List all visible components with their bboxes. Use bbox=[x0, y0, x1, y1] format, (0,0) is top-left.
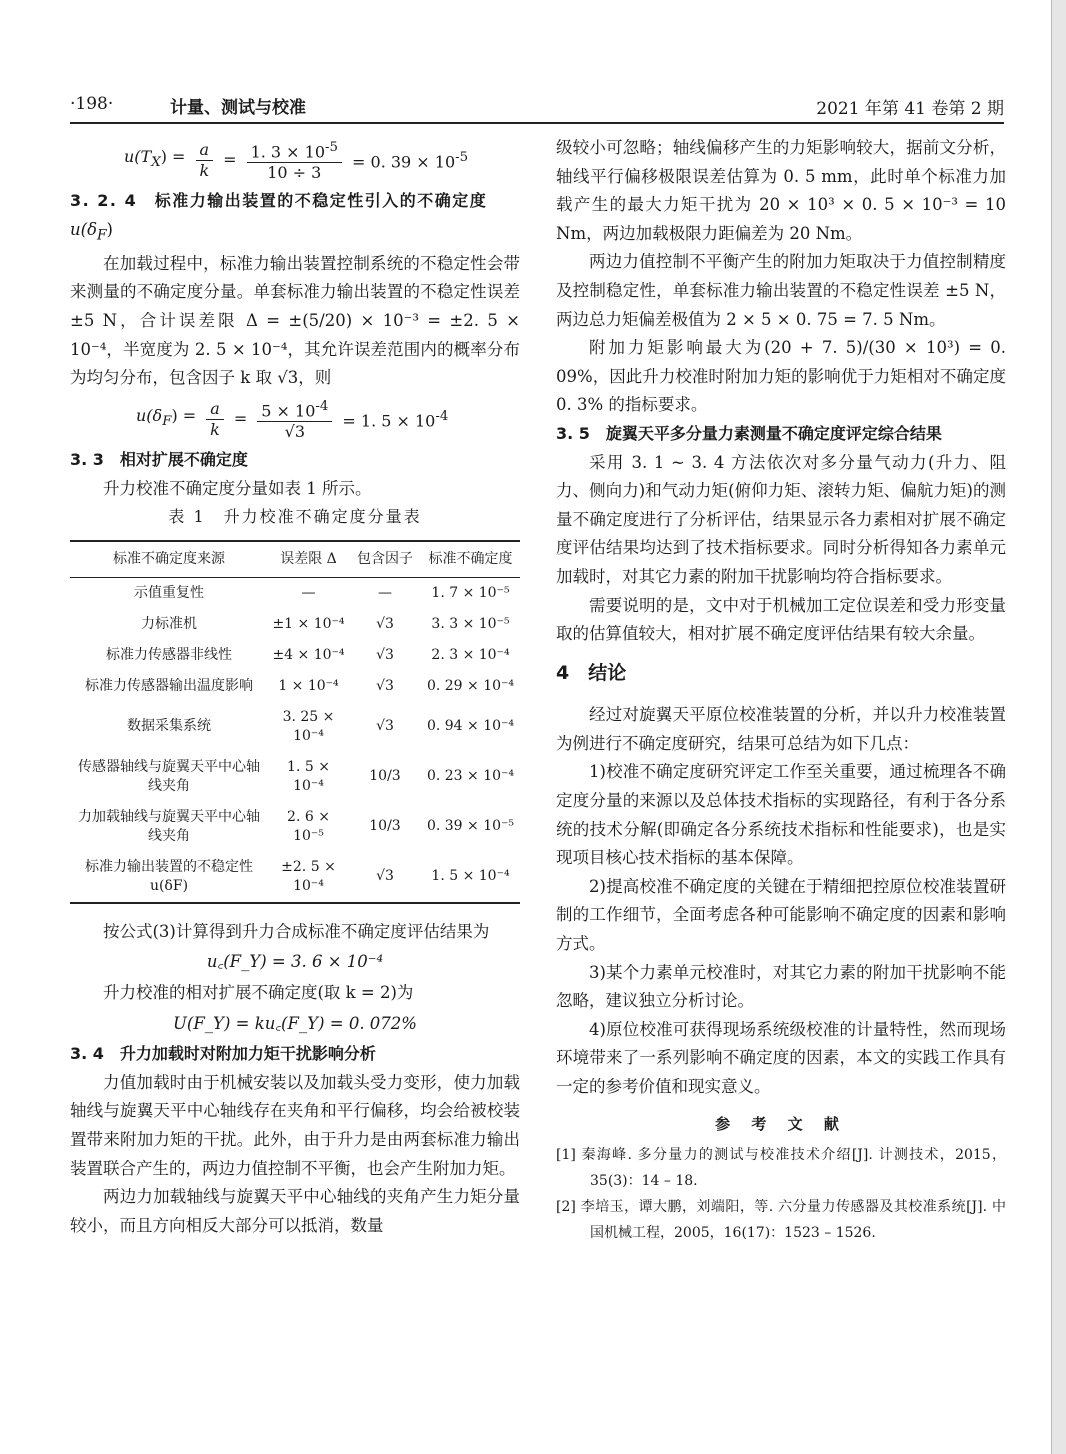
table-cell: √3 bbox=[349, 852, 421, 903]
equation-U: U(F_Y) = ku꜀(F_Y) = 0. 072% bbox=[173, 1013, 417, 1033]
table-header: 标准不确定度 bbox=[421, 541, 520, 578]
right-column bbox=[556, 134, 1006, 1246]
table-cell: 10/3 bbox=[369, 768, 401, 785]
section-3-4-title: 3. 4 升力加载时对附加力矩干扰影响分析 bbox=[70, 1044, 376, 1064]
table-cell: 3. 25 × 10⁻⁴ bbox=[282, 708, 335, 744]
section-3-5-title: 3. 5 旋翼天平多分量力素测量不确定度评定综合结果 bbox=[556, 423, 942, 443]
paragraph-table-intro: 升力校准不确定度分量如表 1 所示。 bbox=[103, 478, 372, 498]
table-header-row bbox=[70, 541, 520, 578]
reference-item: [2] 李培玉，谭大鹏，刘端阳，等. 六分量力传感器及其校准系统[J]. 中国机械工程，2005，16(17)：1523 – 1526. bbox=[556, 1199, 1006, 1242]
table-cell: — bbox=[378, 584, 392, 601]
paragraph-note: 需要说明的是，文中对于机械加工定位误差和受力形变量取的估算值较大，相对扩展不确定度评估结果有较大余量。 bbox=[556, 595, 1006, 644]
table-cell: 0. 23 × 10⁻⁴ bbox=[426, 768, 515, 785]
conclusion-item-2: 2)提高校准不确定度的关键在于精细把控原位校准装置研制的工作细节，全面考虑各种可能影响不确定度的因素和影响方式。 bbox=[556, 876, 1006, 954]
table-cell: ±4 × 10⁻⁴ bbox=[272, 646, 345, 663]
table-row bbox=[70, 671, 520, 702]
table-row bbox=[70, 577, 520, 609]
table-cell: 0. 39 × 10⁻⁵ bbox=[426, 818, 515, 835]
paragraph-offset-moment: 级较小可忽略；轴线偏移产生的力矩影响较大，据前文分析，轴线平行偏移极限误差估算为 0. 5 mm，此时单个标准力加载产生的最大力矩干扰为 20 × 10³ × 0. 5 × 10⁻³ = 10 Nm，两边加载极限力距偏差为 20 Nm。 bbox=[556, 138, 1006, 243]
table-row bbox=[70, 752, 520, 802]
equation-ut: $u(T_X)$ = $\frac{a}{k}$ = $\frac{1. 3 \times 10^{-5}}{10 \div 3}$ = 0. $39 \times 10^{-5}$ bbox=[124, 140, 469, 183]
table-cell: — bbox=[301, 584, 316, 601]
paragraph-expanded-uncertainty: 升力校准的相对扩展不确定度(取 k = 2)为 bbox=[103, 983, 414, 1003]
table-row bbox=[70, 640, 520, 671]
section-3-2-4-title-line2: $u(\delta_F)$ bbox=[70, 219, 113, 244]
table-header: 包含因子 bbox=[349, 541, 421, 578]
references-title: 参 考 文 献 bbox=[715, 1114, 847, 1133]
table-cell: 标准力传感器非线性 bbox=[106, 646, 232, 663]
table-cell: 0. 29 × 10⁻⁴ bbox=[426, 677, 515, 694]
table-cell: ±2. 5 × 10⁻⁴ bbox=[268, 852, 349, 903]
table-cell: √3 bbox=[376, 646, 394, 663]
table-header: 误差限 Δ bbox=[268, 541, 349, 578]
conclusion-item-3: 3)某个力素单元校准时，对其它力素的附加干扰影响不能忽略，建议独立分析讨论。 bbox=[556, 962, 1006, 1011]
table-cell: 力加载轴线与旋翼天平中心轴线夹角 bbox=[78, 808, 260, 844]
table-cell: ±1 × 10⁻⁴ bbox=[272, 615, 345, 632]
table-cell: 2. 6 × 10⁻⁵ bbox=[287, 808, 330, 844]
uncertainty-table bbox=[70, 540, 520, 904]
equation-udelta: $u(\delta_F)$ = $\frac{a}{k}$ = $\frac{5 \times 10^{-4}}{√3}$ = 1. $5 \times 10^{-4}$ bbox=[136, 398, 449, 442]
table-cell: 标准力输出装置的不稳定性 u(δF) bbox=[70, 852, 268, 903]
page-edge bbox=[1051, 0, 1066, 1454]
paragraph-conclusion-intro: 经过对旋翼天平原位校准装置的分析，并以升力校准装置为例进行不确定度研究，结果可总结为如下几点： bbox=[556, 705, 1006, 753]
table-cell: 1. 7 × 10⁻⁵ bbox=[431, 584, 510, 601]
table-cell: 标准力传感器输出温度影响 bbox=[85, 677, 253, 694]
table-cell: √3 bbox=[376, 718, 394, 735]
journal-name: 计量、测试与校准 bbox=[170, 98, 306, 118]
paragraph-combined-uncertainty: 按公式(3)计算得到升力合成标准不确定度评估结果为 bbox=[103, 921, 490, 941]
table-header: 标准不确定度来源 bbox=[70, 541, 268, 578]
paragraph-angle-moment: 两边力加载轴线与旋翼天平中心轴线的夹角产生力矩分量较小，而且方向相反大部分可以抵消，数量 bbox=[70, 1187, 520, 1235]
reference-item: [1] 秦海峰. 多分量力的测试与校准技术介绍[J]. 计测技术，2015，35(3)：14 – 18. bbox=[556, 1147, 1006, 1190]
conclusion-item-4: 4)原位校准可获得现场系统级校准的计量特性，然而现场环境带来了一系列影响不确定度的因素，本文的实践工作具有一定的参考价值和现实意义。 bbox=[556, 1019, 1006, 1096]
table-cell: 示值重复性 bbox=[134, 584, 204, 601]
paragraph-moment-effect: 附加力矩影响最大为(20 + 7. 5)/(30 × 10³) = 0. 09%，因此升力校准时附加力矩的影响优于力矩相对不确定度 0. 3% 的指标要求。 bbox=[556, 338, 1006, 415]
table-row bbox=[70, 609, 520, 640]
table-cell: 1. 5 × 10⁻⁴ bbox=[421, 852, 520, 903]
table-cell: 数据采集系统 bbox=[127, 718, 211, 735]
table-row bbox=[70, 702, 520, 752]
section-3-3-title: 3. 3 相对扩展不确定度 bbox=[70, 450, 248, 470]
table-cell: 2. 3 × 10⁻⁴ bbox=[431, 646, 510, 663]
section-4-title: 4 结论 bbox=[556, 661, 627, 684]
table-row bbox=[70, 852, 520, 903]
table-cell: 3. 3 × 10⁻⁵ bbox=[431, 615, 510, 632]
conclusion-item-1: 1)校准不确定度研究评定工作至关重要，通过梳理各不确定度分量的来源以及总体技术指标的实现路径，有利于各分系统的技术分解(即确定各分系统技术指标和性能要求)，也是实现项目核心技术指标的基本保障。 bbox=[556, 762, 1006, 868]
issue-info: 2021 年第 41 卷第 2 期 bbox=[816, 99, 1004, 119]
paragraph-force-imbalance: 两边力值控制不平衡产生的附加力矩取决于力值控制精度及控制稳定性，单套标准力输出装置的不稳定性误差 ±5 N，两边总力矩偏差极值为 2 × 5 × 0. 75 = 7. 5 Nm。 bbox=[556, 252, 1006, 329]
table-caption: 表 1 升力校准不确定度分量表 bbox=[168, 507, 422, 527]
section-3-2-4-title: 3. 2. 4 标准力输出装置的不稳定性引入的不确定度 bbox=[70, 191, 488, 211]
paragraph-additional-moment: 力值加载时由于机械安装以及加载头受力变形，使力加载轴线与旋翼天平中心轴线存在夹角和平行偏移，均会给被校装置带来附加力矩的干扰。此外，由于升力是由两套标准力输出装置联合产生的，两边力值控制不平衡，也会产生附加力矩。 bbox=[70, 1072, 520, 1178]
table-cell: 力标准机 bbox=[141, 615, 197, 632]
table-cell: 1. 5 × 10⁻⁴ bbox=[287, 758, 330, 794]
equation-uc: u꜀(F_Y) = 3. 6 × 10⁻⁴ bbox=[206, 952, 384, 972]
table-cell: √3 bbox=[376, 677, 394, 694]
table-cell: 1 × 10⁻⁴ bbox=[278, 677, 339, 694]
paragraph-instability: 在加载过程中，标准力输出装置控制系统的不稳定性会带来测量的不确定度分量。单套标准力输出装置的不稳定性误差 ±5 N，合计误差限 Δ = ±(5/20) × 10⁻³ = ±2. 5 × 10⁻⁴，半宽度为 2. 5 × 10⁻⁴，其允许误差范围内的概率分布为均匀分布，包含因子 k 取 √3，则 bbox=[70, 253, 520, 388]
table-row bbox=[70, 802, 520, 852]
running-header bbox=[70, 88, 1004, 124]
page-number: ·198· bbox=[70, 94, 114, 114]
table-cell: 0. 94 × 10⁻⁴ bbox=[426, 718, 515, 735]
table-cell: 传感器轴线与旋翼天平中心轴线夹角 bbox=[78, 758, 260, 794]
paragraph-multi-component: 采用 3. 1 ~ 3. 4 方法依次对多分量气动力(升力、阻力、侧向力)和气动力矩(俯仰力矩、滚转力矩、偏航力矩)的测量不确定度进行了分析评估，结果显示各力素相对扩展不确定度评估结果均达到了技术指标要求。同时分析得知各力素单元加载时，对其它力素的附加干扰影响均符合指标要求。 bbox=[556, 452, 1006, 586]
table-cell: √3 bbox=[376, 615, 394, 632]
left-column bbox=[70, 134, 520, 1240]
table-cell: 10/3 bbox=[369, 818, 401, 835]
